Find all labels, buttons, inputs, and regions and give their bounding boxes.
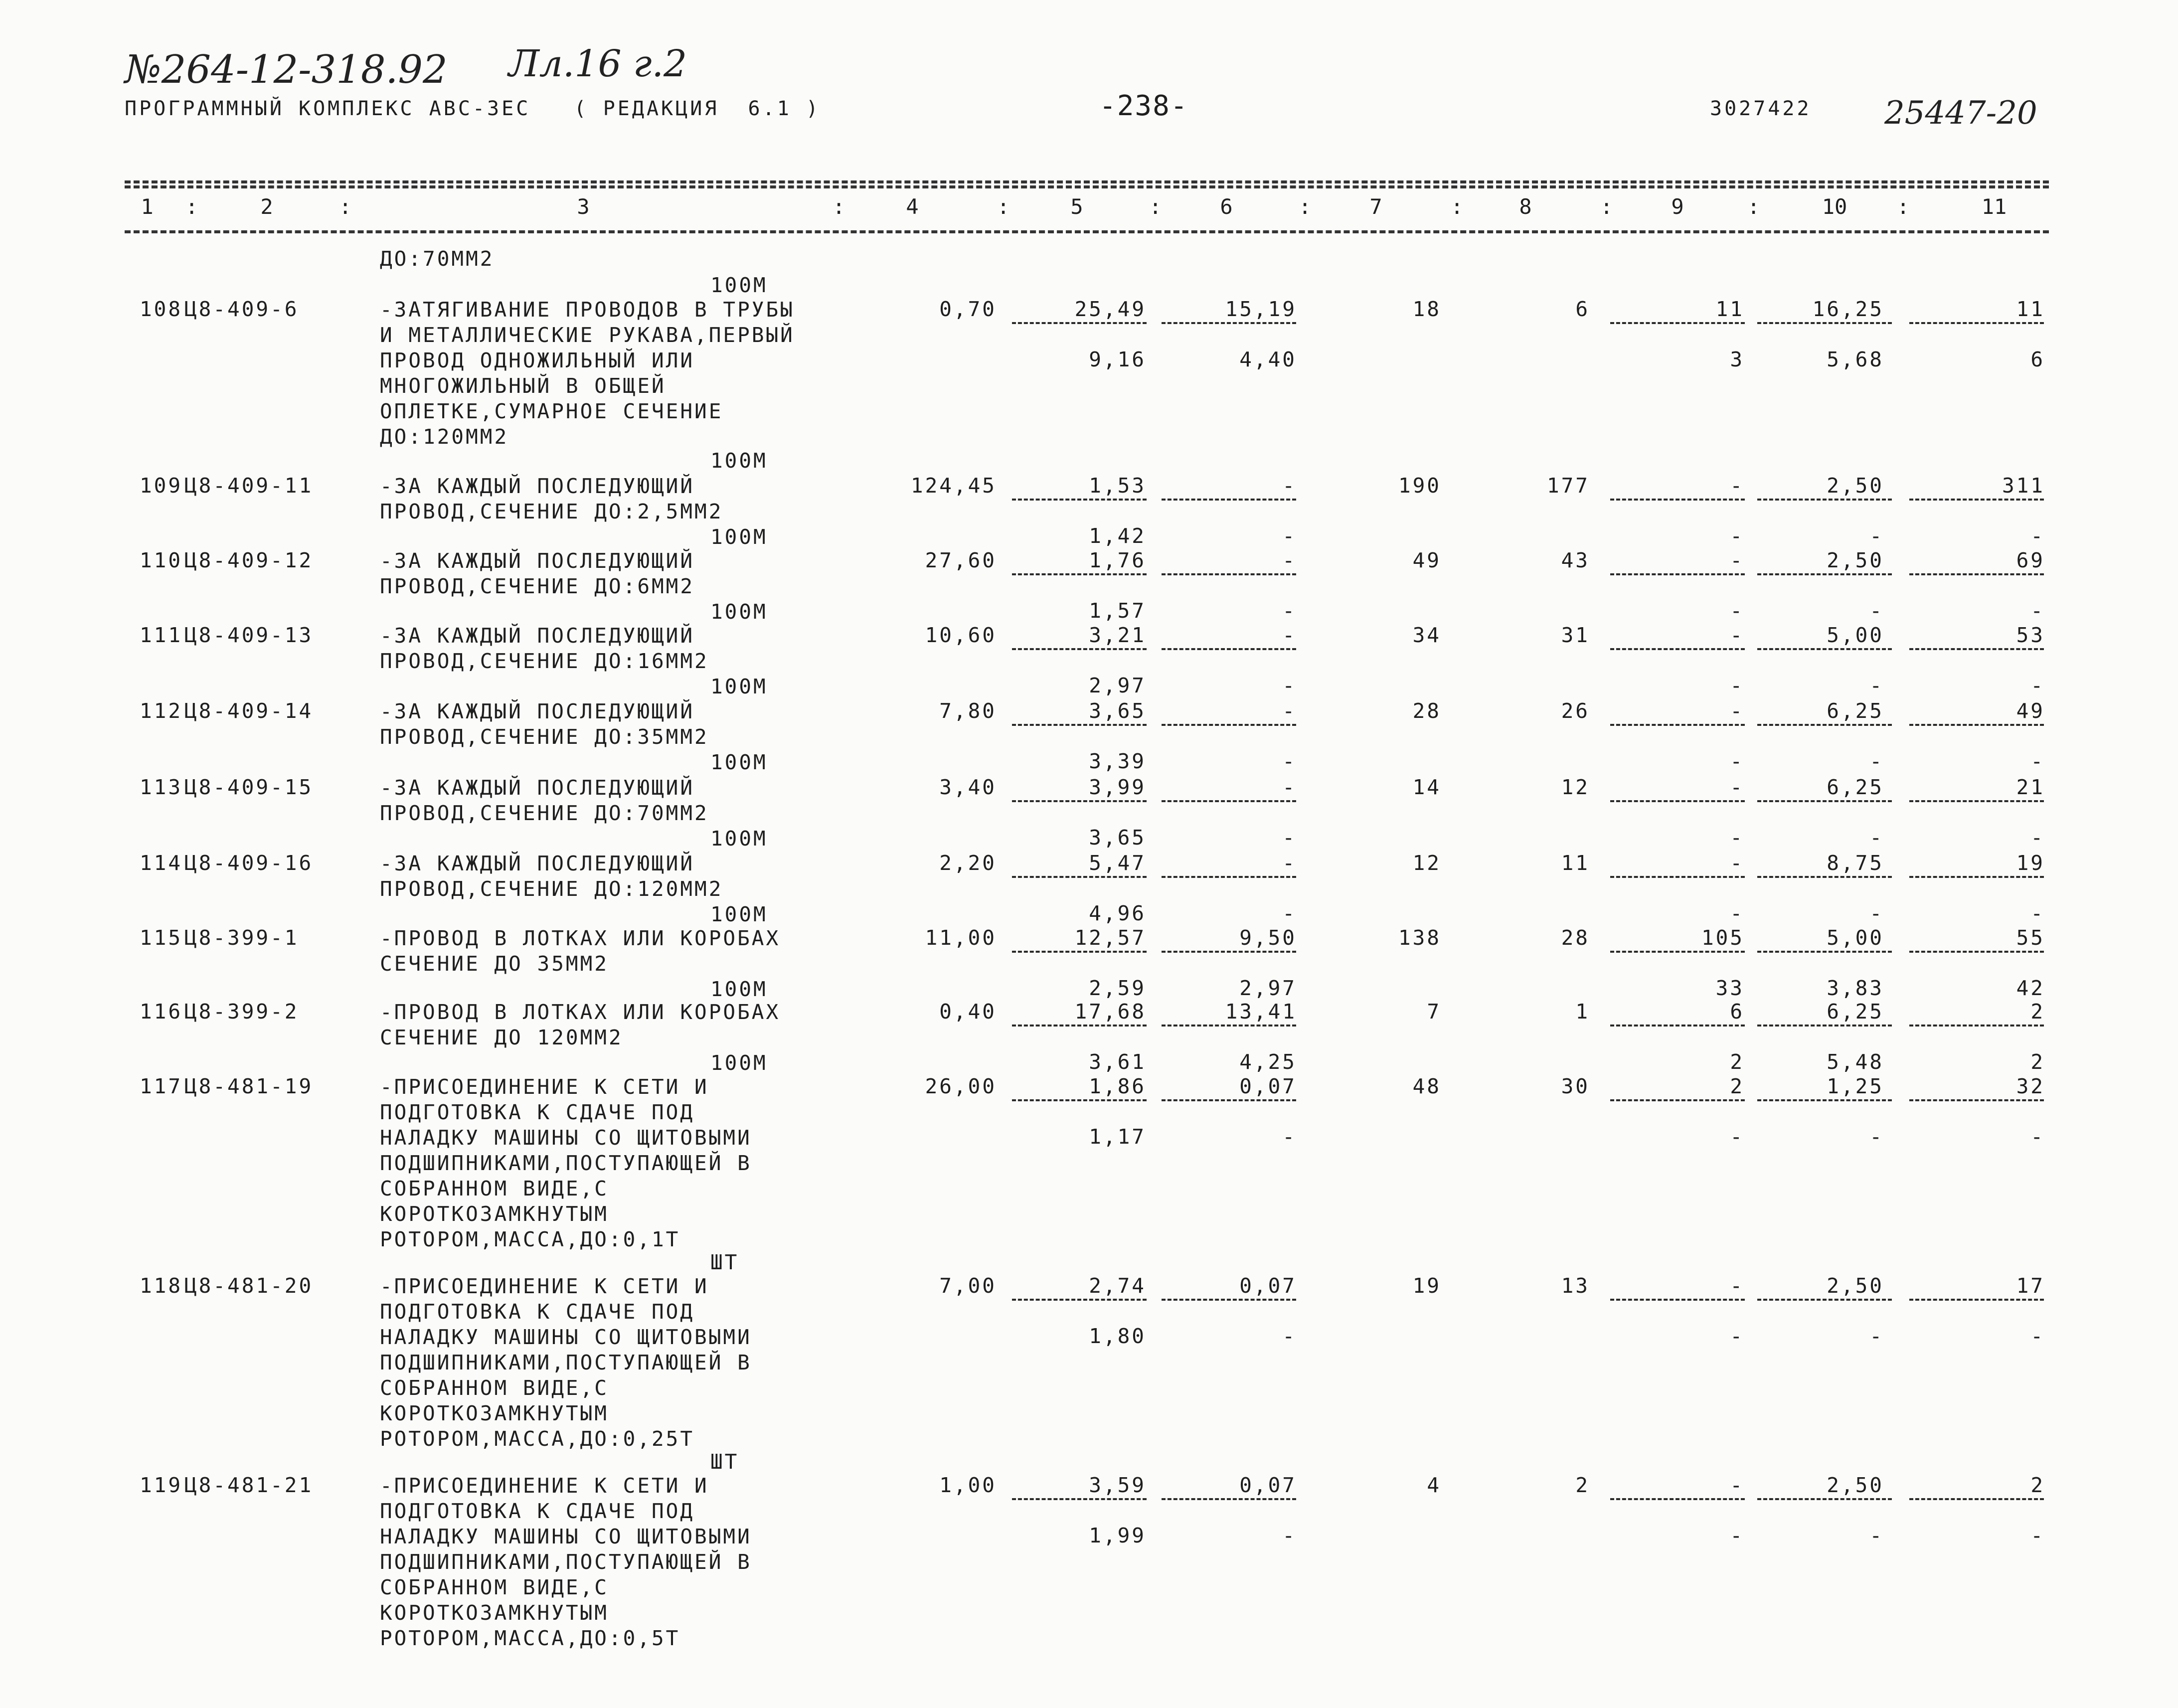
col6-divider (1162, 648, 1296, 650)
rate-code: Ц8-409-13 (184, 623, 314, 647)
col11-value: 2 (2030, 1473, 2045, 1497)
work-description: -ПРОВОД В ЛОТКАХ ИЛИ КОРОБАХ СЕЧЕНИЕ ДО 120ММ2 (380, 1000, 781, 1049)
col5-divider (1012, 499, 1147, 501)
col6-divider (1162, 876, 1296, 878)
col5-divider (1012, 951, 1147, 953)
row-number: 108 (140, 297, 183, 321)
row-number: 115 (140, 926, 183, 950)
work-description: -ЗА КАЖДЫЙ ПОСЛЕДУЮЩИЙ ПРОВОД,СЕЧЕНИЕ ДО:70ММ2 (380, 776, 709, 825)
col11-divider (1909, 1299, 2044, 1301)
col6-value: - (1282, 699, 1297, 723)
col5-value: 25,49 (1074, 297, 1146, 321)
quantity: 7,80 (939, 699, 997, 723)
col10-value: 2,50 (1827, 1274, 1884, 1298)
col6-divider (1162, 499, 1296, 501)
row-number: 119 (140, 1473, 183, 1497)
col9-sub-value: - (1730, 749, 1744, 773)
column-header-5: 5 (1070, 194, 1083, 219)
col5-divider (1012, 322, 1147, 324)
col11-value: 32 (2016, 1074, 2045, 1098)
col10-divider (1757, 876, 1892, 878)
col9-divider (1610, 1099, 1745, 1101)
col5-sub-value: 1,80 (1089, 1324, 1146, 1348)
col11-sub-value: 6 (2030, 347, 2045, 371)
col5-sub-value: 1,17 (1089, 1125, 1146, 1149)
col5-divider (1012, 1025, 1147, 1026)
col8-value: 11 (1561, 851, 1590, 875)
col10-sub-value: - (1869, 901, 1884, 925)
column-header-4: 4 (906, 194, 919, 219)
col6-value: 15,19 (1225, 297, 1297, 321)
row-number: 111 (140, 623, 183, 647)
col5-value: 1,76 (1089, 548, 1146, 572)
rate-code: Ц8-409-15 (184, 775, 314, 799)
col11-value: 11 (2016, 297, 2045, 321)
col6-value: - (1282, 474, 1297, 498)
col5-divider (1012, 1099, 1147, 1101)
col6-sub-value: - (1282, 1125, 1297, 1149)
work-description: -ЗА КАЖДЫЙ ПОСЛЕДУЮЩИЙ ПРОВОД,СЕЧЕНИЕ ДО:35ММ2 (380, 699, 709, 749)
col11-sub-value: - (2030, 901, 2045, 925)
quantity: 2,20 (939, 851, 997, 875)
quantity: 1,00 (939, 1473, 997, 1497)
rate-code: Ц8-409-14 (184, 699, 314, 723)
continuation-line: ДО:70ММ2 (380, 247, 495, 271)
row-number: 113 (140, 775, 183, 799)
col9-sub-value: 33 (1715, 976, 1744, 1000)
col10-sub-value: - (1869, 674, 1884, 697)
row-unit: 100М (710, 902, 768, 926)
col8-value: 30 (1561, 1074, 1590, 1098)
col10-sub-value: - (1869, 1324, 1884, 1348)
col6-sub-value: 4,40 (1239, 347, 1297, 371)
col9-divider (1610, 1025, 1745, 1026)
col9-divider (1610, 800, 1745, 802)
col9-value: - (1730, 1274, 1744, 1298)
col11-sub-value: - (2030, 826, 2045, 850)
col8-value: 26 (1561, 699, 1590, 723)
column-header-10: 10 (1822, 194, 1847, 219)
col5-value: 1,53 (1089, 474, 1146, 498)
col9-sub-value: 2 (1730, 1050, 1744, 1074)
col11-value: 69 (2016, 548, 2045, 572)
row-unit: 100М (710, 675, 768, 698)
col6-value: 13,41 (1225, 1000, 1297, 1024)
col6-sub-value: - (1282, 1524, 1297, 1547)
col10-sub-value: - (1869, 524, 1884, 548)
col5-sub-value: 2,59 (1089, 976, 1146, 1000)
work-description: -ЗА КАЖДЫЙ ПОСЛЕДУЮЩИЙ ПРОВОД,СЕЧЕНИЕ ДО:6ММ2 (380, 549, 695, 598)
col10-value: 16,25 (1812, 297, 1884, 321)
col10-value: 1,25 (1827, 1074, 1884, 1098)
rate-code: Ц8-409-6 (184, 297, 299, 321)
col5-sub-value: 3,61 (1089, 1050, 1146, 1074)
col10-divider (1757, 951, 1892, 953)
work-description: -ЗА КАЖДЫЙ ПОСЛЕДУЮЩИЙ ПРОВОД,СЕЧЕНИЕ ДО:2,5ММ2 (380, 474, 723, 523)
table-top-rule (125, 180, 2049, 183)
rate-code: Ц8-399-1 (184, 926, 299, 950)
col9-divider (1610, 499, 1745, 501)
col7-value: 4 (1427, 1473, 1441, 1497)
col10-sub-value: - (1869, 599, 1884, 623)
col11-sub-value: - (2030, 599, 2045, 623)
col11-value: 49 (2016, 699, 2045, 723)
col10-value: 2,50 (1827, 1473, 1884, 1497)
col7-value: 14 (1412, 775, 1441, 799)
col11-sub-value: - (2030, 1524, 2045, 1547)
work-description: -ЗА КАЖДЫЙ ПОСЛЕДУЮЩИЙ ПРОВОД,СЕЧЕНИЕ ДО:120ММ2 (380, 852, 723, 901)
col9-divider (1610, 1299, 1745, 1301)
rate-code: Ц8-409-12 (184, 548, 314, 572)
work-description: -ЗА КАЖДЫЙ ПОСЛЕДУЮЩИЙ ПРОВОД,СЕЧЕНИЕ ДО:16ММ2 (380, 624, 709, 673)
col5-value: 12,57 (1074, 926, 1146, 950)
col6-divider (1162, 1099, 1296, 1101)
col8-value: 12 (1561, 775, 1590, 799)
col5-sub-value: 9,16 (1089, 347, 1146, 371)
rate-code: Ц8-481-20 (184, 1274, 314, 1298)
col9-sub-value: - (1730, 901, 1744, 925)
col11-sub-value: 42 (2016, 976, 2045, 1000)
col11-divider (1909, 951, 2044, 953)
col7-value: 7 (1427, 1000, 1441, 1024)
row-number: 117 (140, 1074, 183, 1098)
col6-value: - (1282, 548, 1297, 572)
page-number: -238- (1099, 90, 1188, 122)
col11-value: 311 (2002, 474, 2045, 498)
col5-divider (1012, 573, 1147, 575)
col6-value: 9,50 (1239, 926, 1297, 950)
work-description: -ПРОВОД В ЛОТКАХ ИЛИ КОРОБАХ СЕЧЕНИЕ ДО 35ММ2 (380, 926, 781, 976)
row-unit: 100М (710, 977, 768, 1001)
row-number: 118 (140, 1274, 183, 1298)
col6-value: - (1282, 775, 1297, 799)
col9-sub-value: - (1730, 1524, 1744, 1547)
col11-divider (1909, 1099, 2044, 1101)
quantity: 11,00 (925, 926, 997, 950)
col10-divider (1757, 1498, 1892, 1500)
table-header-bottom-rule (125, 230, 2049, 233)
quantity: 0,70 (939, 297, 997, 321)
col6-sub-value: - (1282, 901, 1297, 925)
program-title: ПРОГРАММНЫЙ КОМПЛЕКС АВС-3ЕС ( РЕДАКЦИЯ 6.1 ) (125, 97, 821, 120)
col6-divider (1162, 322, 1296, 324)
col6-sub-value: 2,97 (1239, 976, 1297, 1000)
col5-value: 5,47 (1089, 851, 1146, 875)
column-header-7: 7 (1369, 194, 1382, 219)
col9-divider (1610, 1498, 1745, 1500)
col6-sub-value: - (1282, 826, 1297, 850)
col5-sub-value: 3,65 (1089, 826, 1146, 850)
col10-value: 5,00 (1827, 623, 1884, 647)
col5-sub-value: 3,39 (1089, 749, 1146, 773)
row-unit: 100М (710, 750, 768, 774)
col9-value: - (1730, 474, 1744, 498)
col5-sub-value: 4,96 (1089, 901, 1146, 925)
col9-value: - (1730, 851, 1744, 875)
rate-code: Ц8-481-19 (184, 1074, 314, 1098)
col10-sub-value: 3,83 (1827, 976, 1884, 1000)
column-header-2: 2 (260, 194, 273, 219)
column-header-8: 8 (1519, 194, 1532, 219)
col9-divider (1610, 573, 1745, 575)
col9-value: 105 (1701, 926, 1744, 950)
col6-divider (1162, 951, 1296, 953)
work-description: -ПРИСОЕДИНЕНИЕ К СЕТИ И ПОДГОТОВКА К СДАЧЕ ПОД НАЛАДКУ МАШИНЫ СО ЩИТОВЫМИ ПОДШИПНИКАМИ,ПОСТУПАЮЩЕЙ В СОБРАННОМ ВИДЕ,С КОРОТКОЗАМКНУТЫМ РОТОРОМ,МАССА,ДО:0,1Т (380, 1075, 752, 1251)
col6-divider (1162, 800, 1296, 802)
rate-code: Ц8-481-21 (184, 1473, 314, 1497)
col11-sub-value: - (2030, 524, 2045, 548)
col8-value: 28 (1561, 926, 1590, 950)
col10-divider (1757, 322, 1892, 324)
handwritten-code: 25447-20 (1884, 95, 2037, 132)
col11-value: 55 (2016, 926, 2045, 950)
col11-sub-value: - (2030, 674, 2045, 697)
col11-divider (1909, 322, 2044, 324)
col9-divider (1610, 322, 1745, 324)
rate-code: Ц8-409-16 (184, 851, 314, 875)
col9-value: 6 (1730, 1000, 1744, 1024)
col11-value: 2 (2030, 1000, 2045, 1024)
table-top-rule-2 (125, 185, 2049, 188)
col9-sub-value: - (1730, 599, 1744, 623)
col6-sub-value: 4,25 (1239, 1050, 1297, 1074)
rate-code: Ц8-409-11 (184, 474, 314, 498)
col7-value: 190 (1398, 474, 1441, 498)
col5-value: 3,21 (1089, 623, 1146, 647)
col9-sub-value: - (1730, 1324, 1744, 1348)
col5-divider (1012, 800, 1147, 802)
col8-value: 6 (1575, 297, 1590, 321)
col5-divider (1012, 648, 1147, 650)
col9-divider (1610, 648, 1745, 650)
col8-value: 31 (1561, 623, 1590, 647)
row-number: 112 (140, 699, 183, 723)
col6-value: 0,07 (1239, 1473, 1297, 1497)
work-description: -ПРИСОЕДИНЕНИЕ К СЕТИ И ПОДГОТОВКА К СДАЧЕ ПОД НАЛАДКУ МАШИНЫ СО ЩИТОВЫМИ ПОДШИПНИКАМИ,ПОСТУПАЮЩЕЙ В СОБРАННОМ ВИДЕ,С КОРОТКОЗАМКНУТЫМ РОТОРОМ,МАССА,ДО:0,5Т (380, 1474, 752, 1650)
quantity: 124,45 (910, 474, 997, 498)
col5-divider (1012, 724, 1147, 726)
col11-sub-value: - (2030, 1125, 2045, 1149)
col6-sub-value: - (1282, 524, 1297, 548)
col11-sub-value: 2 (2030, 1050, 2045, 1074)
col11-sub-value: - (2030, 1324, 2045, 1348)
col6-sub-value: - (1282, 599, 1297, 623)
col9-sub-value: - (1730, 674, 1744, 697)
col11-value: 21 (2016, 775, 2045, 799)
row-unit: 100М (710, 525, 768, 549)
col9-sub-value: - (1730, 826, 1744, 850)
col6-value: - (1282, 851, 1297, 875)
col10-sub-value: - (1869, 749, 1884, 773)
col5-divider (1012, 1498, 1147, 1500)
col7-value: 12 (1412, 851, 1441, 875)
col10-value: 6,25 (1827, 1000, 1884, 1024)
col11-divider (1909, 724, 2044, 726)
col8-value: 2 (1575, 1473, 1590, 1497)
handwritten-document-number: №264-12-318.92 (125, 47, 448, 92)
col10-sub-value: 5,68 (1827, 347, 1884, 371)
col9-value: - (1730, 775, 1744, 799)
col6-divider (1162, 573, 1296, 575)
col5-sub-value: 1,99 (1089, 1524, 1146, 1547)
col5-sub-value: 1,42 (1089, 524, 1146, 548)
code-number: 3027422 (1710, 97, 1812, 120)
col11-divider (1909, 499, 2044, 501)
col10-sub-value: - (1869, 1125, 1884, 1149)
col11-value: 17 (2016, 1274, 2045, 1298)
col11-sub-value: - (2030, 749, 2045, 773)
col7-value: 138 (1398, 926, 1441, 950)
row-unit: ШТ (710, 1250, 739, 1274)
col11-divider (1909, 1498, 2044, 1500)
col10-divider (1757, 573, 1892, 575)
col11-divider (1909, 1025, 2044, 1026)
col10-value: 6,25 (1827, 699, 1884, 723)
col9-divider (1610, 951, 1745, 953)
col10-value: 2,50 (1827, 548, 1884, 572)
col9-value: 11 (1715, 297, 1744, 321)
col11-value: 19 (2016, 851, 2045, 875)
col7-value: 48 (1412, 1074, 1441, 1098)
col6-value: 0,07 (1239, 1274, 1297, 1298)
column-header-11: 11 (1981, 194, 2007, 219)
col7-value: 18 (1412, 297, 1441, 321)
continuation-unit: 100М (710, 273, 768, 297)
work-description: -ПРИСОЕДИНЕНИЕ К СЕТИ И ПОДГОТОВКА К СДАЧЕ ПОД НАЛАДКУ МАШИНЫ СО ЩИТОВЫМИ ПОДШИПНИКАМИ,ПОСТУПАЮЩЕЙ В СОБРАННОМ ВИДЕ,С КОРОТКОЗАМКНУТЫМ РОТОРОМ,МАССА,ДО:0,25Т (380, 1274, 752, 1451)
quantity: 3,40 (939, 775, 997, 799)
col11-divider (1909, 648, 2044, 650)
col5-divider (1012, 1299, 1147, 1301)
col10-value: 2,50 (1827, 474, 1884, 498)
col9-value: - (1730, 699, 1744, 723)
col7-value: 49 (1412, 548, 1441, 572)
col5-divider (1012, 876, 1147, 878)
col5-sub-value: 1,57 (1089, 599, 1146, 623)
col11-divider (1909, 876, 2044, 878)
col9-value: - (1730, 1473, 1744, 1497)
col10-sub-value: 5,48 (1827, 1050, 1884, 1074)
handwritten-sheet-number: Лл.16 г.2 (508, 42, 687, 85)
col10-sub-value: - (1869, 826, 1884, 850)
row-unit: ШТ (710, 1450, 739, 1474)
col9-divider (1610, 724, 1745, 726)
col7-value: 34 (1412, 623, 1441, 647)
col6-value: - (1282, 623, 1297, 647)
col5-value: 2,74 (1089, 1274, 1146, 1298)
col10-value: 6,25 (1827, 775, 1884, 799)
col5-value: 17,68 (1074, 1000, 1146, 1024)
column-header-9: 9 (1671, 194, 1684, 219)
col5-sub-value: 2,97 (1089, 674, 1146, 697)
col6-sub-value: - (1282, 749, 1297, 773)
col8-value: 177 (1546, 474, 1590, 498)
col11-divider (1909, 800, 2044, 802)
quantity: 27,60 (925, 548, 997, 572)
work-description: -ЗАТЯГИВАНИЕ ПРОВОДОВ В ТРУБЫ И МЕТАЛЛИЧЕСКИЕ РУКАВА,ПЕРВЫЙ ПРОВОД ОДНОЖИЛЬНЫЙ ИЛИ МНОГОЖИЛЬНЫЙ В ОБЩЕЙ ОПЛЕТКЕ,СУМАРНОЕ СЕЧЕНИЕ ДО:120ММ2 (380, 298, 795, 449)
quantity: 26,00 (925, 1074, 997, 1098)
row-unit: 100М (710, 827, 768, 851)
column-header-1: 1 (141, 194, 154, 219)
col6-sub-value: - (1282, 1324, 1297, 1348)
row-number: 116 (140, 1000, 183, 1024)
quantity: 0,40 (939, 1000, 997, 1024)
col5-value: 3,65 (1089, 699, 1146, 723)
col6-value: 0,07 (1239, 1074, 1297, 1098)
row-unit: 100М (710, 600, 768, 624)
col9-value: - (1730, 548, 1744, 572)
quantity: 10,60 (925, 623, 997, 647)
col7-value: 28 (1412, 699, 1441, 723)
col6-divider (1162, 1025, 1296, 1026)
rate-code: Ц8-399-2 (184, 1000, 299, 1024)
col6-divider (1162, 1299, 1296, 1301)
row-number: 109 (140, 474, 183, 498)
col10-divider (1757, 1025, 1892, 1026)
col10-value: 8,75 (1827, 851, 1884, 875)
quantity: 7,00 (939, 1274, 997, 1298)
col7-value: 19 (1412, 1274, 1441, 1298)
col10-sub-value: - (1869, 1524, 1884, 1547)
col5-value: 1,86 (1089, 1074, 1146, 1098)
col8-value: 43 (1561, 548, 1590, 572)
col9-value: 2 (1730, 1074, 1744, 1098)
col9-sub-value: - (1730, 1125, 1744, 1149)
col9-sub-value: - (1730, 524, 1744, 548)
col9-sub-value: 3 (1730, 347, 1744, 371)
col6-sub-value: - (1282, 674, 1297, 697)
col9-value: - (1730, 623, 1744, 647)
row-number: 110 (140, 548, 183, 572)
col6-divider (1162, 724, 1296, 726)
row-unit: 100М (710, 449, 768, 473)
col10-divider (1757, 499, 1892, 501)
col5-value: 3,99 (1089, 775, 1146, 799)
col10-divider (1757, 1299, 1892, 1301)
col8-value: 1 (1575, 1000, 1590, 1024)
col10-divider (1757, 800, 1892, 802)
column-header-3: 3 (577, 194, 590, 219)
col10-divider (1757, 724, 1892, 726)
column-header-6: 6 (1220, 194, 1233, 219)
row-unit: 100М (710, 1051, 768, 1075)
col5-value: 3,59 (1089, 1473, 1146, 1497)
col10-divider (1757, 648, 1892, 650)
col11-value: 53 (2016, 623, 2045, 647)
col10-value: 5,00 (1827, 926, 1884, 950)
col10-divider (1757, 1099, 1892, 1101)
col11-divider (1909, 573, 2044, 575)
row-number: 114 (140, 851, 183, 875)
col8-value: 13 (1561, 1274, 1590, 1298)
col6-divider (1162, 1498, 1296, 1500)
col9-divider (1610, 876, 1745, 878)
